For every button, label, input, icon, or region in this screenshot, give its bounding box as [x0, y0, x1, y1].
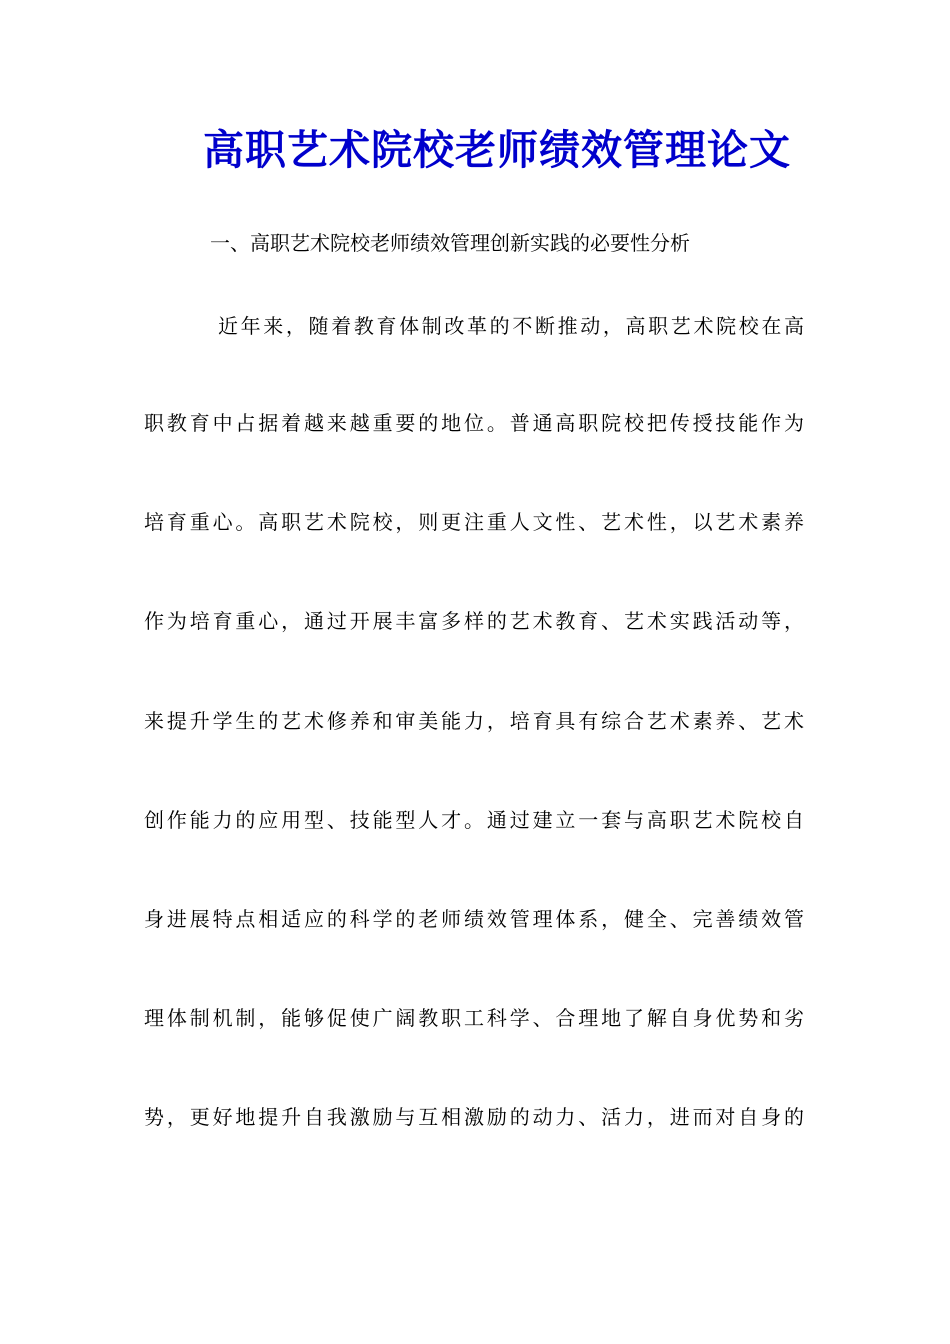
- paragraph-line: 势，更好地提升自我激励与互相激励的动力、活力，进而对自身的: [144, 1105, 804, 1129]
- paragraph-line: 职教育中占据着越来越重要的地位。普通高职院校把传授技能作为: [144, 411, 804, 435]
- paragraph-line: 创作能力的应用型、技能型人才。通过建立一套与高职艺术院校自: [144, 808, 804, 832]
- paragraph-line: 身进展特点相适应的科学的老师绩效管理体系，健全、完善绩效管: [144, 907, 804, 931]
- paragraph-line: 培育重心。高职艺术院校，则更注重人文性、艺术性，以艺术素养: [144, 510, 804, 534]
- paragraph-line: 理体制机制，能够促使广阔教职工科学、合理地了解自身优势和劣: [144, 1006, 804, 1030]
- paragraph-line: 近年来，随着教育体制改革的不断推动，高职艺术院校在高: [218, 314, 804, 338]
- paragraph-line: 来提升学生的艺术修养和审美能力，培育具有综合艺术素养、艺术: [144, 709, 804, 733]
- document-title-text: 高职艺术院校老师绩效管理论文: [203, 126, 791, 174]
- paragraph-line: 作为培育重心，通过开展丰富多样的艺术教育、艺术实践活动等，: [144, 609, 804, 633]
- section-heading: 一、高职艺术院校老师绩效管理创新实践的必要性分析: [210, 231, 690, 255]
